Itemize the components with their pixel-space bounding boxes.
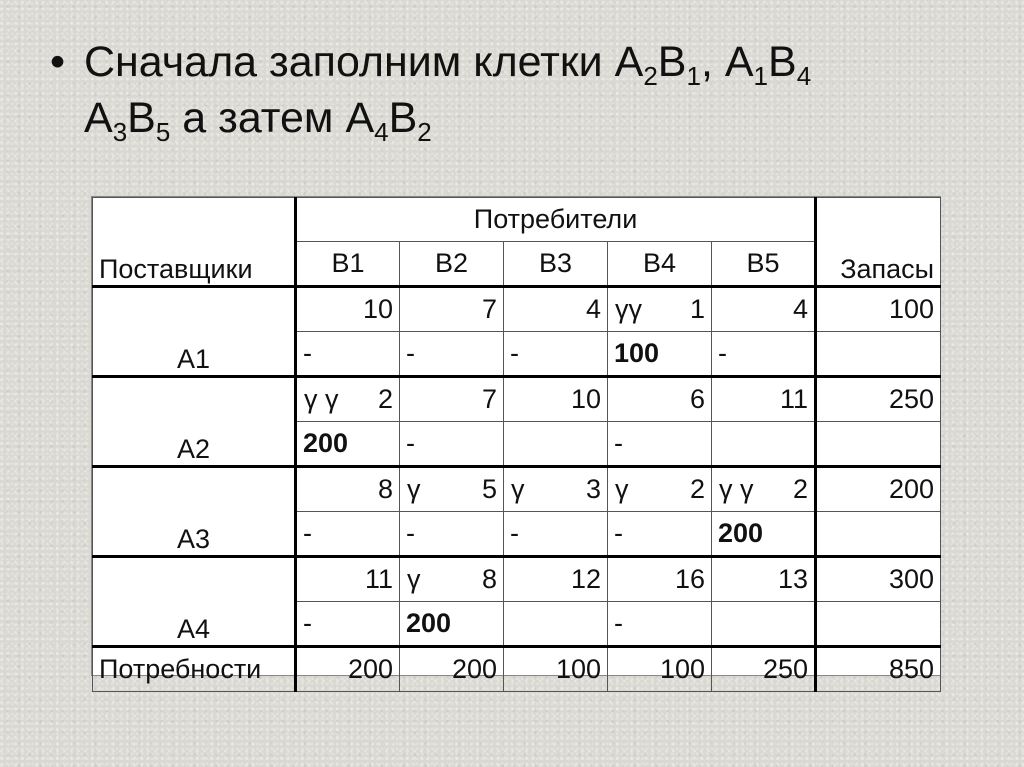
alloc-cell: - [296,602,400,647]
alloc-cell: - [712,332,816,377]
alloc-cell [504,422,608,467]
alloc-cell: - [608,602,712,647]
cost-value: 4 [793,294,809,324]
stock-empty-cell [816,422,941,467]
header-col-b2: В2 [400,242,504,287]
heading-subscript: 4 [374,117,389,147]
alloc-cell: - [296,332,400,377]
alloc-cell: 100 [608,332,712,377]
demand-label: Потребности [93,647,296,692]
cost-mark: γγ [615,294,642,324]
heading-line-1 [84,34,990,90]
heading-subscript: 5 [155,117,171,147]
heading-text-part: Сначала заполним клетки А [84,38,644,86]
cost-cell [712,557,816,602]
cost-value: 1 [689,294,705,324]
demand-cell: 200 [296,647,400,692]
row-label-a4: А4 [93,557,296,647]
total-cell: 850 [816,647,941,692]
cost-value: 12 [570,564,601,594]
cost-value: 16 [674,564,705,594]
heading-text-part: а затем А [170,94,375,142]
heading-text-part: , А [700,38,754,86]
heading-subscript: 1 [686,61,701,91]
alloc-cell: - [608,512,712,557]
cost-cell [504,557,608,602]
cost-value: 3 [585,474,601,504]
cost-value: 5 [481,474,497,504]
heading-text-part: В [388,94,418,142]
alloc-cell [712,422,816,467]
heading-text-part: В [768,38,797,86]
heading-text [84,34,990,146]
alloc-cell: 200 [712,512,816,557]
cost-value: 2 [793,474,809,504]
cost-cell [296,467,400,512]
alloc-cell: - [400,332,504,377]
stock-empty-cell [816,602,941,647]
heading-line-2 [84,90,990,146]
cost-mark: γ [511,474,525,504]
alloc-cell: - [504,332,608,377]
stock-cell: 100 [816,287,941,332]
heading-subscript: 2 [643,61,658,91]
header-col-b4: В4 [608,242,712,287]
heading-subscript: 1 [753,61,768,91]
slide-heading [50,34,990,146]
heading-text-part: В [657,38,687,86]
cost-cell [400,377,504,422]
header-suppliers: Поставщики [93,198,296,287]
stock-empty-cell [816,512,941,557]
header-col-b5: В5 [712,242,816,287]
cost-value: 2 [377,384,393,414]
cost-value: 7 [481,384,497,414]
row-label-a3: А3 [93,467,296,557]
cost-value: 8 [481,564,497,594]
cost-cell [296,377,400,422]
cost-cell [608,287,712,332]
cost-cell [712,377,816,422]
heading-text-part: В [127,94,156,142]
demand-cell: 100 [504,647,608,692]
heading-subscript: 4 [796,61,812,91]
row-label-a2: А2 [93,377,296,467]
header-stock: Запасы [816,198,941,287]
stock-cell: 200 [816,467,941,512]
cost-value: 10 [362,294,393,324]
cost-mark: γ γ [304,384,339,414]
alloc-cell: - [608,422,712,467]
cost-cell [712,467,816,512]
cost-mark: γ [615,474,629,504]
cost-value: 8 [377,474,393,504]
demand-cell: 200 [400,647,504,692]
alloc-cell [504,602,608,647]
cost-mark: γ γ [719,474,754,504]
demand-cell: 250 [712,647,816,692]
cost-value: 13 [778,564,809,594]
cost-value: 4 [585,294,601,324]
demand-cell: 100 [608,647,712,692]
cost-cell [608,467,712,512]
transport-table [92,197,941,692]
transport-table-wrapper [92,197,940,684]
cost-cell [504,377,608,422]
cost-cell [296,287,400,332]
cost-cell [504,287,608,332]
header-col-b1: В1 [296,242,400,287]
header-col-b3: В3 [504,242,608,287]
bullet-icon: • [50,38,66,86]
cost-cell [296,557,400,602]
heading-subscript: 2 [417,117,432,147]
cost-cell [712,287,816,332]
stock-cell: 300 [816,557,941,602]
cost-value: 7 [481,294,497,324]
cost-cell [400,557,504,602]
row-label-a1: А1 [93,287,296,377]
alloc-cell: - [296,512,400,557]
cost-cell [608,557,712,602]
cost-value: 2 [689,474,705,504]
header-consumers: Потребители [296,198,816,242]
alloc-cell: - [400,512,504,557]
heading-text-part: А [84,94,113,142]
cost-cell [400,287,504,332]
cost-value: 11 [780,384,809,414]
cost-value: 10 [570,384,601,414]
cost-mark: γ [407,564,421,594]
alloc-cell: 200 [400,602,504,647]
cost-cell [504,467,608,512]
alloc-cell: - [504,512,608,557]
cost-value: 11 [364,564,393,594]
alloc-cell: 200 [296,422,400,467]
stock-empty-cell [816,332,941,377]
alloc-cell [712,602,816,647]
cost-cell [400,467,504,512]
stock-cell: 250 [816,377,941,422]
cost-value: 6 [689,384,705,414]
cost-mark: γ [407,474,421,504]
alloc-cell: - [400,422,504,467]
cost-cell [608,377,712,422]
heading-subscript: 3 [112,117,128,147]
